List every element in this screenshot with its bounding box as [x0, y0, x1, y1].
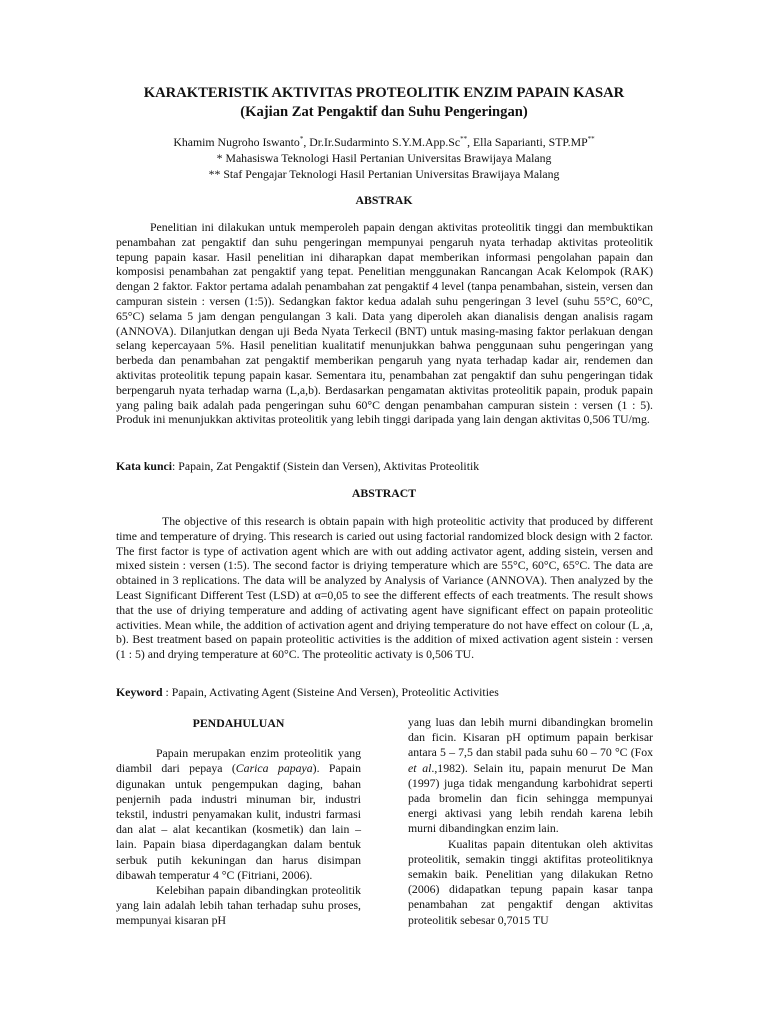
title-line-1: KARAKTERISTIK AKTIVITAS PROTEOLITIK ENZIM PAPAIN KASAR — [143, 85, 625, 101]
abstrak-heading: ABSTRAK — [355, 193, 413, 207]
keyword-label: Keyword — [116, 685, 163, 699]
kata-kunci-label: Kata kunci — [116, 459, 173, 473]
author-list — [60, 134, 708, 150]
right-column — [408, 715, 653, 928]
author-3-mark: ** — [587, 135, 595, 144]
p1-italic: Carica papaya — [235, 761, 313, 776]
kata-kunci-text: : Papain, Zat Pengaktif (Sistein dan Versen), Aktivitas Proteolitik — [172, 459, 480, 473]
p3-italic: et al — [408, 760, 432, 775]
author-2-mark: ** — [460, 135, 468, 144]
p1-text-b: ). Papain digunakan untuk pengempukan daging, bahan penjernih pada industri minuman bir, industri tekstil, industri penyamakan kulit, industri farmasi dan alat – alat kecantikan (kosmetik) dan lain – lain. Papain biasa diperdagangkan dalam bentuk serbuk putih kekuningan dan harus disimpan dibawah temperatur 4 °C (Fitriani, 2006). — [116, 761, 361, 882]
pendahuluan-heading: PENDAHULUAN — [192, 716, 285, 730]
pendahuluan-paragraph-3 — [408, 715, 653, 837]
pendahuluan-paragraph-4: Kualitas papain ditentukan oleh aktivitas proteolitik, semakin tinggi aktifitas proteolitiknya semakin baik. Penelitian yang dilakukan Retno (2006) didapatkan tepung papain kasar tanpa penambahan zat pengaktif dengan aktivitas proteolitik sebesar 0,7015 TU — [408, 836, 653, 927]
keyword — [116, 685, 653, 700]
left-column — [116, 716, 361, 929]
affiliation-2: ** Staf Pengajar Teknologi Hasil Pertanian Universitas Brawijaya Malang — [208, 167, 560, 181]
pendahuluan-paragraph-1 — [116, 746, 361, 883]
abstrak-body — [116, 220, 653, 427]
author-1: Khamim Nugroho Iswanto — [173, 135, 300, 149]
abstract-body — [116, 514, 653, 662]
p3-text-b: .,1982). Selain itu, papain menurut De Man (1997) juga tidak mengandung karbohidrat seperti pada bromelin dan ficin sehingga mempunyai energi aktivasi yang lebih rendah karena lebih murni dibandingkan enzim lain. — [408, 760, 654, 836]
paper-title — [60, 84, 708, 122]
keyword-text: : Papain, Activating Agent (Sisteine And Versen), Proteolitic Activities — [162, 685, 499, 699]
p3-text-a: yang luas dan lebih murni dibandingkan bromelin dan ficin. Kisaran pH optimum papain berkisar antara 5 – 7,5 dan stabil pada suhu 60 – 70 °C (Fox — [408, 715, 653, 760]
affiliation-1: * Mahasiswa Teknologi Hasil Pertanian Universitas Brawijaya Malang — [216, 151, 552, 165]
kata-kunci — [116, 459, 653, 474]
abstract-heading: ABSTRACT — [351, 486, 417, 500]
p1-text-a: Papain merupakan enzim proteolitik yang diambil dari pepaya ( — [116, 746, 361, 776]
pendahuluan-paragraph-2: Kelebihan papain dibandingkan proteolitik yang lain adalah lebih tahan terhadap suhu proses, mempunyai kisaran pH — [116, 883, 361, 928]
author-1-mark: * — [299, 135, 304, 144]
author-2: , Dr.Ir.Sudarminto S.Y.M.App.Sc — [303, 135, 461, 149]
author-block — [60, 134, 708, 182]
abstrak-text: Penelitian ini dilakukan untuk memperoleh papain dengan aktivitas proteolitik tinggi dan membuktikan penambahan zat pengaktif dan suhu pengeringan mempunyai pengaruh nyata terhadap aktivitas proteolitik tepung papain kasar. Hasil penelitian ini diharapkan dapat memberikan informasi pengolahan papain dan komposisi penambahan zat pengaktif yang tepat. Penelitian menggunakan Rancangan Acak Kelompok (RAK) dengan 2 faktor. Faktor pertama adalah penambahan zat pengaktif 4 level (tanpa penambahan, sistein, versen dan campuran sistein : versen (1:5)). Sedangkan faktor kedua adalah suhu pengeringan 3 level (suhu 55°C, 60°C, 65°C) selama 5 jam dengan pengulangan 3 kali. Data yang diperoleh akan dianalisis dengan analisis ragam (ANNOVA). Dilanjutkan dengan uji Beda Nyata Terkecil (BNT) untuk masing-masing faktor perlakuan dengan selang kepercayaan 5%. Hasil penelitian kualitatif menunjukkan bahwa penggunaan suhu pengeringan yang berbeda dan penambahan zat pengaktif memberikan pengaruh yang nyata terhadap kadar air, rendemen dan aktivitas proteolitik tepung papain kasar. Sementara itu, penambahan zat pengaktif dan suhu pengeringan tidak berpengaruh nyata terhadap warna (L,a,b). Berdasarkan pengamatan aktivitas proteolitik papain, produk papain yang paling baik adalah pada pengeringan suhu 60°C dengan penambahan campuran sistein : versen (1 : 5). Produk ini menunjukkan aktivitas proteolitik yang lebih tinggi daripada yang lain dengan aktivitas 0,506 TU/mg. — [116, 220, 653, 427]
title-line-2: (Kajian Zat Pengaktif dan Suhu Pengeringan) — [240, 104, 528, 120]
author-3: , Ella Saparianti, STP.MP — [467, 135, 588, 149]
abstract-text: The objective of this research is obtain papain with high proteolitic activity that produced by different time and temperature of drying. This research is caried out using factorial randomized block design with 2 factor. The first factor is type of activation agent which are with out adding activator agent, adding sistein, versen and mixed sistein : versen (1:5). The second factor is driying temperature which are 55°C, 60°C, 65°C. The data are obtained in 3 replications. The data will be analyzed by Analysis of Variance (ANNOVA). Then analyzed by the Least Significant Different Test (LSD) at α=0,05 to see the different effects of each treatments. The result shows that the use of driying temperature and adding of activating agent have significant effect on papain proteolitic activities. Mean while, the addition of activation agent and driying temperature do not have effect on colour (L ,a, b). Best treatment based on papain proteolitic activities is the addition of mixed activation agent sistein : versen (1 : 5) and drying temperature at 60°C. The proteolitic activaty is 0,506 TU. — [116, 514, 653, 662]
